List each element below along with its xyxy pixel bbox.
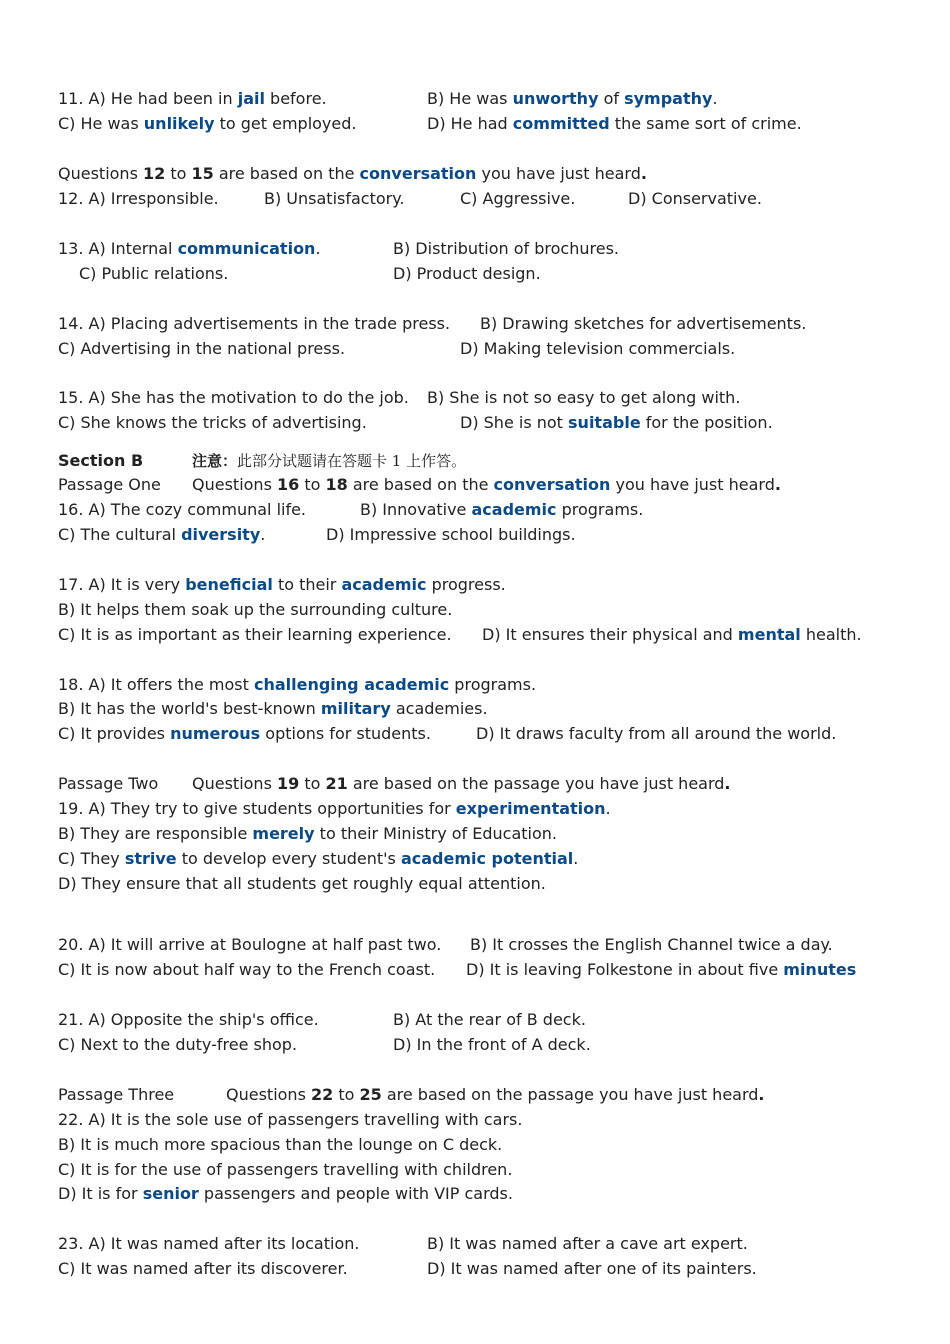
q15-option-a: 15. A) She has the motivation to do the job. bbox=[58, 388, 409, 407]
q11-option-d: D) He had committed the same sort of crime. bbox=[427, 114, 802, 133]
q12-option-b: B) Unsatisfactory. bbox=[264, 189, 405, 208]
q16-option-d: D) Impressive school buildings. bbox=[326, 525, 576, 544]
q13-option-b: B) Distribution of brochures. bbox=[393, 239, 619, 258]
questions-12-15-intro: Questions 12 to 15 are based on the conversation you have just heard. bbox=[58, 164, 647, 183]
q22-option-b: B) It is much more spacious than the lounge on C deck. bbox=[58, 1135, 503, 1154]
q18-option-d: D) It draws faculty from all around the world. bbox=[476, 724, 837, 743]
q22-option-d: D) It is for senior passengers and people with VIP cards. bbox=[58, 1184, 513, 1203]
passage-two-intro: Questions 19 to 21 are based on the passage you have just heard. bbox=[192, 774, 731, 793]
q23-option-b: B) It was named after a cave art expert. bbox=[427, 1234, 748, 1253]
section-b-heading: Section B bbox=[58, 451, 144, 470]
q20-option-a: 20. A) It will arrive at Boulogne at half past two. bbox=[58, 935, 442, 954]
q11-option-a: 11. A) He had been in jail before. bbox=[58, 89, 327, 108]
passage-one-intro: Questions 16 to 18 are based on the conversation you have just heard. bbox=[192, 475, 781, 494]
q21-option-a: 21. A) Opposite the ship's office. bbox=[58, 1010, 319, 1029]
q17-option-b: B) It helps them soak up the surrounding culture. bbox=[58, 600, 453, 619]
q22-option-c: C) It is for the use of passengers travelling with children. bbox=[58, 1160, 513, 1179]
q23-option-c: C) It was named after its discoverer. bbox=[58, 1259, 348, 1278]
q18-option-b: B) It has the world's best-known military academies. bbox=[58, 699, 488, 718]
q16-option-b: B) Innovative academic programs. bbox=[360, 500, 644, 519]
q14-option-d: D) Making television commercials. bbox=[460, 339, 736, 358]
q17-option-d: D) It ensures their physical and mental health. bbox=[482, 625, 862, 644]
q12-option-d: D) Conservative. bbox=[628, 189, 762, 208]
q14-option-c: C) Advertising in the national press. bbox=[58, 339, 346, 358]
q22-option-a: 22. A) It is the sole use of passengers travelling with cars. bbox=[58, 1110, 523, 1129]
q23-option-d: D) It was named after one of its painters. bbox=[427, 1259, 757, 1278]
q17-option-c: C) It is as important as their learning experience. bbox=[58, 625, 452, 644]
q15-option-b: B) She is not so easy to get along with. bbox=[427, 388, 741, 407]
passage-three-label: Passage Three bbox=[58, 1085, 175, 1104]
passage-two-label: Passage Two bbox=[58, 774, 159, 793]
q20-option-c: C) It is now about half way to the French coast. bbox=[58, 960, 436, 979]
q11-option-b: B) He was unworthy of sympathy. bbox=[427, 89, 718, 108]
q21-option-b: B) At the rear of B deck. bbox=[393, 1010, 586, 1029]
q14-option-b: B) Drawing sketches for advertisements. bbox=[480, 314, 807, 333]
q12-option-c: C) Aggressive. bbox=[460, 189, 576, 208]
q20-option-b: B) It crosses the English Channel twice a day. bbox=[470, 935, 833, 954]
q13-option-d: D) Product design. bbox=[393, 264, 541, 283]
q19-option-b: B) They are responsible merely to their Ministry of Education. bbox=[58, 824, 558, 843]
q20-option-d: D) It is leaving Folkestone in about five minutes bbox=[466, 960, 857, 979]
q13-option-a: 13. A) Internal communication. bbox=[58, 239, 321, 258]
q18-option-a: 18. A) It offers the most challenging academic programs. bbox=[58, 675, 537, 694]
q16-option-a: 16. A) The cozy communal life. bbox=[58, 500, 307, 519]
q23-option-a: 23. A) It was named after its location. bbox=[58, 1234, 360, 1253]
q12-option-a: 12. A) Irresponsible. bbox=[58, 189, 219, 208]
q19-option-c: C) They strive to develop every student's academic potential. bbox=[58, 849, 579, 868]
q21-option-d: D) In the front of A deck. bbox=[393, 1035, 591, 1054]
q15-option-d: D) She is not suitable for the position. bbox=[460, 413, 773, 432]
q19-option-a: 19. A) They try to give students opportunities for experimentation. bbox=[58, 799, 611, 818]
q13-option-c: C) Public relations. bbox=[79, 264, 229, 283]
q14-option-a: 14. A) Placing advertisements in the trade press. bbox=[58, 314, 451, 333]
passage-one-label: Passage One bbox=[58, 475, 161, 494]
q17-option-a: 17. A) It is very beneficial to their academic progress. bbox=[58, 575, 506, 594]
q21-option-c: C) Next to the duty-free shop. bbox=[58, 1035, 298, 1054]
q16-option-c: C) The cultural diversity. bbox=[58, 525, 266, 544]
section-b-note: 注意：此部分试题请在答题卡 1 上作答。 bbox=[192, 452, 467, 470]
q11-option-c: C) He was unlikely to get employed. bbox=[58, 114, 357, 133]
q18-option-c: C) It provides numerous options for students. bbox=[58, 724, 431, 743]
q19-option-d: D) They ensure that all students get roughly equal attention. bbox=[58, 874, 546, 893]
q15-option-c: C) She knows the tricks of advertising. bbox=[58, 413, 367, 432]
passage-three-intro: Questions 22 to 25 are based on the passage you have just heard. bbox=[226, 1085, 765, 1104]
